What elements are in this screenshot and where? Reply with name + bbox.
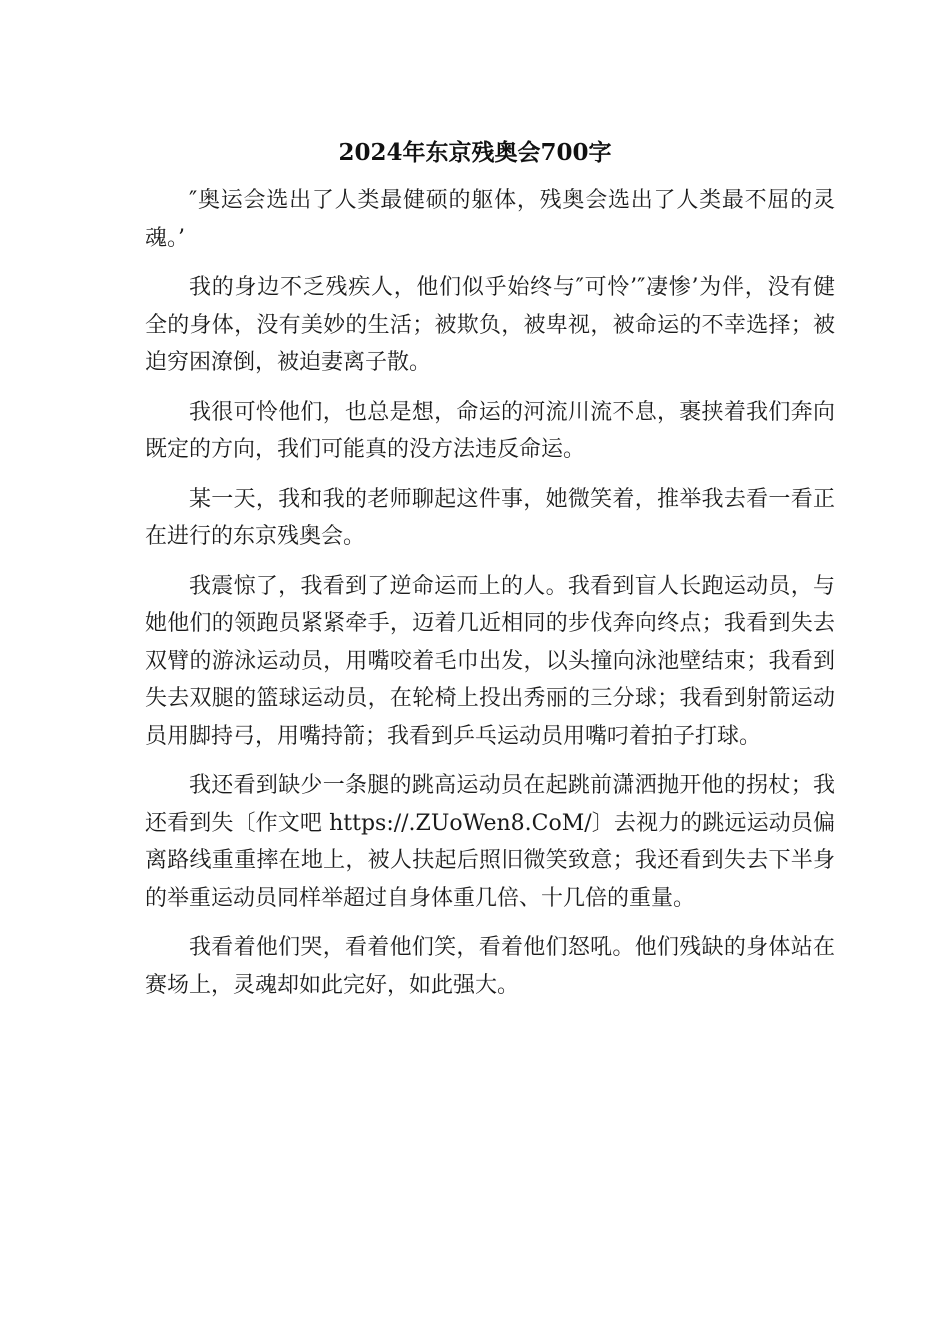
paragraph-6: 我还看到缺少一条腿的跳高运动员在起跳前潇洒抛开他的拐杖；我还看到失〔作文吧 https://.ZUoWen8.CoM/〕去视力的跳远运动员偏离路线重重摔在地上，被人扶起后照旧微笑致意；我还看到失去下半身的举重运动员同样举超过自身体重几倍、十几倍的重量。 (145, 773, 835, 911)
document-body (145, 182, 835, 1016)
paragraph-2: 我的身边不乏残疾人，他们似乎始终与″可怜’″凄惨’为伴，没有健全的身体，没有美妙的生活；被欺负，被卑视，被命运的不幸选择；被迫穷困潦倒，被迫妻离子散。 (145, 275, 835, 375)
paragraph-7: 我看着他们哭，看着他们笑，看着他们怒吼。他们残缺的身体站在赛场上，灵魂却如此完好，如此强大。 (145, 935, 835, 998)
paragraph-1: ″奥运会选出了人类最健硕的躯体，残奥会选出了人类最不屈的灵魂。’ (145, 188, 835, 251)
paragraph-5: 我震惊了，我看到了逆命运而上的人。我看到盲人长跑运动员，与她他们的领跑员紧紧牵手，迈着几近相同的步伐奔向终点；我看到失去双臂的游泳运动员，用嘴咬着毛巾出发，以头撞向泳池壁结束；我看到失去双腿的篮球运动员，在轮椅上投出秀丽的三分球；我看到射箭运动员用脚持弓，用嘴持箭；我看到乒乓运动员用嘴叼着拍子打球。 (145, 573, 835, 749)
document-title: 2024年东京残奥会700字 (338, 139, 612, 166)
paragraph-4: 某一天，我和我的老师聊起这件事，她微笑着，推举我去看一看正在进行的东京残奥会。 (145, 486, 835, 549)
paragraph-3: 我很可怜他们，也总是想，命运的河流川流不息，裹挟着我们奔向既定的方向，我们可能真的没方法违反命运。 (145, 399, 835, 462)
